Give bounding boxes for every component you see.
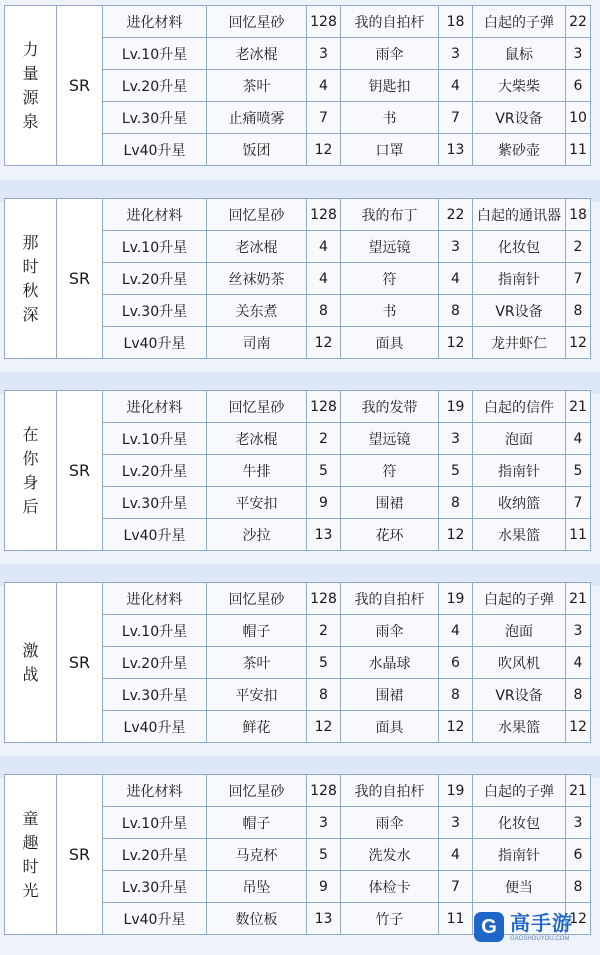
material-cell: 化妆包 (473, 231, 566, 263)
level-label: Lv.20升星 (103, 647, 207, 679)
quantity-cell: 12 (439, 711, 473, 743)
material-cell: 雨伞 (341, 615, 439, 647)
level-label: 进化材料 (103, 583, 207, 615)
material-cell: 回忆星砂 (207, 199, 307, 231)
quantity-cell: 5 (307, 647, 341, 679)
quantity-cell: 10 (566, 102, 591, 134)
character-name-char: 激 (22, 640, 39, 660)
material-cell: 口罩 (341, 134, 439, 166)
material-cell: 符 (341, 263, 439, 295)
material-cell: 水果篮 (473, 711, 566, 743)
character-name-char: 趣 (22, 832, 39, 852)
material-cell: 牛排 (207, 455, 307, 487)
level-label: Lv.20升星 (103, 263, 207, 295)
quantity-cell: 13 (307, 519, 341, 551)
quantity-cell: 3 (439, 423, 473, 455)
level-label: Lv40升星 (103, 134, 207, 166)
quantity-cell: 12 (566, 711, 591, 743)
rarity-label: SR (57, 583, 103, 743)
quantity-cell: 19 (439, 775, 473, 807)
level-label: Lv40升星 (103, 711, 207, 743)
quantity-cell: 3 (566, 38, 591, 70)
quantity-cell: 8 (439, 679, 473, 711)
material-cell: 龙井虾仁 (473, 327, 566, 359)
quantity-cell: 3 (307, 807, 341, 839)
quantity-cell: 21 (566, 583, 591, 615)
material-cell: 便当 (473, 871, 566, 903)
material-cell: 白起的通讯器 (473, 199, 566, 231)
material-cell: 回忆星砂 (207, 775, 307, 807)
material-cell: 洗发水 (341, 839, 439, 871)
quantity-cell: 3 (439, 38, 473, 70)
level-label: Lv.20升星 (103, 70, 207, 102)
character-name-char: 光 (22, 880, 39, 900)
quantity-cell: 4 (566, 647, 591, 679)
material-cell: 饭团 (207, 134, 307, 166)
quantity-cell: 4 (439, 263, 473, 295)
quantity-cell: 13 (307, 903, 341, 935)
material-cell: 泡面 (473, 615, 566, 647)
level-label: Lv.20升星 (103, 839, 207, 871)
table-row (5, 583, 591, 615)
quantity-cell: 128 (307, 391, 341, 423)
material-cell: 平安扣 (207, 679, 307, 711)
material-cell: 回忆星砂 (207, 6, 307, 38)
material-cell: 体检卡 (341, 871, 439, 903)
rarity-label: SR (57, 775, 103, 935)
quantity-cell: 3 (439, 231, 473, 263)
level-label: Lv.10升星 (103, 38, 207, 70)
rarity-label: SR (57, 6, 103, 166)
quantity-cell: 6 (439, 647, 473, 679)
quantity-cell: 12 (439, 327, 473, 359)
quantity-cell: 9 (307, 871, 341, 903)
material-cell: 白起的子弹 (473, 775, 566, 807)
character-name-char: 那 (22, 232, 39, 252)
table-row (5, 6, 591, 38)
rarity-label: SR (57, 391, 103, 551)
quantity-cell: 22 (439, 199, 473, 231)
table-row (5, 775, 591, 807)
quantity-cell: 4 (439, 70, 473, 102)
quantity-cell: 12 (307, 711, 341, 743)
material-cell: 指南针 (473, 263, 566, 295)
quantity-cell: 8 (439, 295, 473, 327)
quantity-cell: 18 (439, 6, 473, 38)
level-label: Lv.30升星 (103, 679, 207, 711)
level-label: Lv40升星 (103, 519, 207, 551)
character-name-char: 身 (22, 472, 39, 492)
quantity-cell: 4 (566, 423, 591, 455)
quantity-cell: 4 (307, 70, 341, 102)
material-cell: VR设备 (473, 679, 566, 711)
material-cell: 司南 (207, 327, 307, 359)
character-name (5, 775, 57, 935)
material-cell: 我的布丁 (341, 199, 439, 231)
level-label: Lv.20升星 (103, 455, 207, 487)
material-cell: 老冰棍 (207, 423, 307, 455)
material-cell: 老冰棍 (207, 231, 307, 263)
g-logo-icon: G (474, 912, 504, 942)
material-cell: 围裙 (341, 679, 439, 711)
watermark-logo (474, 907, 592, 947)
material-cell: 望远镜 (341, 231, 439, 263)
quantity-cell: 5 (439, 455, 473, 487)
level-label: Lv.10升星 (103, 231, 207, 263)
material-cell: 书 (341, 102, 439, 134)
quantity-cell: 21 (566, 391, 591, 423)
quantity-cell: 19 (439, 583, 473, 615)
level-label: Lv.10升星 (103, 615, 207, 647)
quantity-cell: 22 (566, 6, 591, 38)
material-cell: 大柴柴 (473, 70, 566, 102)
level-label: 进化材料 (103, 6, 207, 38)
quantity-cell: 7 (566, 263, 591, 295)
quantity-cell: 5 (566, 455, 591, 487)
quantity-cell: 21 (566, 775, 591, 807)
quantity-cell: 4 (439, 839, 473, 871)
quantity-cell: 8 (439, 487, 473, 519)
level-label: Lv.30升星 (103, 487, 207, 519)
quantity-cell: 11 (566, 519, 591, 551)
character-name-char: 时 (22, 256, 39, 276)
material-cell: 帽子 (207, 615, 307, 647)
quantity-cell: 19 (439, 391, 473, 423)
quantity-cell: 7 (439, 871, 473, 903)
material-cell: 茶叶 (207, 70, 307, 102)
quantity-cell: 18 (566, 199, 591, 231)
quantity-cell: 12 (307, 134, 341, 166)
material-cell: 老冰棍 (207, 38, 307, 70)
material-cell: 白起的信件 (473, 391, 566, 423)
level-label: Lv.10升星 (103, 423, 207, 455)
quantity-cell: 3 (566, 615, 591, 647)
quantity-cell: 5 (307, 455, 341, 487)
material-cell: 竹子 (341, 903, 439, 935)
watermark-brand: 高手游 (510, 910, 573, 935)
material-cell: 关东煮 (207, 295, 307, 327)
material-cell: 白起的子弹 (473, 583, 566, 615)
quantity-cell: 128 (307, 583, 341, 615)
quantity-cell: 3 (439, 807, 473, 839)
quantity-cell: 8 (307, 679, 341, 711)
character-name-char: 量 (22, 63, 39, 83)
quantity-cell: 2 (307, 423, 341, 455)
quantity-cell: 8 (566, 679, 591, 711)
quantity-cell: 9 (307, 487, 341, 519)
material-cell: 鼠标 (473, 38, 566, 70)
quantity-cell: 12 (439, 519, 473, 551)
quantity-cell: 11 (439, 903, 473, 935)
level-label: Lv.10升星 (103, 807, 207, 839)
quantity-cell: 128 (307, 199, 341, 231)
quantity-cell: 8 (307, 295, 341, 327)
level-label: 进化材料 (103, 775, 207, 807)
quantity-cell: 5 (307, 839, 341, 871)
material-cell: 止痛喷雾 (207, 102, 307, 134)
character-table (4, 5, 591, 166)
material-cell: 面具 (341, 711, 439, 743)
level-label: Lv40升星 (103, 327, 207, 359)
material-cell: 数位板 (207, 903, 307, 935)
level-label: Lv40升星 (103, 903, 207, 935)
quantity-cell: 4 (307, 231, 341, 263)
level-label: Lv.30升星 (103, 295, 207, 327)
material-cell: 水晶球 (341, 647, 439, 679)
quantity-cell: 4 (439, 615, 473, 647)
character-name-char: 深 (22, 304, 39, 324)
character-name-char: 你 (22, 448, 39, 468)
rarity-label: SR (57, 199, 103, 359)
material-cell: 雨伞 (341, 38, 439, 70)
level-label: 进化材料 (103, 391, 207, 423)
material-cell: 雨伞 (341, 807, 439, 839)
character-name (5, 199, 57, 359)
material-cell: 钥匙扣 (341, 70, 439, 102)
material-cell: 我的自拍杆 (341, 583, 439, 615)
material-cell: 帽子 (207, 807, 307, 839)
material-cell: 符 (341, 455, 439, 487)
level-label: 进化材料 (103, 199, 207, 231)
character-name-char: 后 (22, 496, 39, 516)
quantity-cell: 12 (566, 327, 591, 359)
material-cell: 茶叶 (207, 647, 307, 679)
material-cell: 我的自拍杆 (341, 775, 439, 807)
material-cell: 平安扣 (207, 487, 307, 519)
character-name (5, 391, 57, 551)
material-cell: 丝袜奶茶 (207, 263, 307, 295)
watermark-url: GAOSHOUYOU.COM (510, 935, 570, 942)
material-cell: 化妆包 (473, 807, 566, 839)
quantity-cell: 128 (307, 775, 341, 807)
material-cell: 指南针 (473, 455, 566, 487)
material-cell: 鲜花 (207, 711, 307, 743)
quantity-cell: 6 (566, 839, 591, 871)
level-label: Lv.30升星 (103, 102, 207, 134)
character-name-char: 战 (22, 664, 39, 684)
quantity-cell: 13 (439, 134, 473, 166)
character-name-char: 时 (22, 856, 39, 876)
character-name-char: 童 (22, 808, 39, 828)
character-table (4, 582, 591, 743)
material-cell: VR设备 (473, 102, 566, 134)
character-name-char: 源 (22, 87, 39, 107)
quantity-cell: 7 (439, 102, 473, 134)
quantity-cell: 11 (566, 134, 591, 166)
quantity-cell: 8 (566, 871, 591, 903)
quantity-cell: 12 (566, 903, 591, 935)
quantity-cell: 8 (566, 295, 591, 327)
material-cell: 书 (341, 295, 439, 327)
material-cell: 回忆星砂 (207, 583, 307, 615)
material-cell: 我的自拍杆 (341, 6, 439, 38)
quantity-cell: 6 (566, 70, 591, 102)
material-cell: 回忆星砂 (207, 391, 307, 423)
table-row (5, 391, 591, 423)
character-name-char: 在 (22, 424, 39, 444)
material-cell: 吹风机 (473, 647, 566, 679)
quantity-cell: 3 (307, 38, 341, 70)
material-cell: 我的发带 (341, 391, 439, 423)
character-table (4, 198, 591, 359)
quantity-cell: 128 (307, 6, 341, 38)
material-cell: 水果篮 (473, 519, 566, 551)
table-row (5, 199, 591, 231)
material-cell: 面具 (341, 327, 439, 359)
level-label: Lv.30升星 (103, 871, 207, 903)
quantity-cell: 4 (307, 263, 341, 295)
material-cell: 收纳篮 (473, 487, 566, 519)
character-table (4, 390, 591, 551)
quantity-cell: 7 (307, 102, 341, 134)
material-cell: 指南针 (473, 839, 566, 871)
material-cell: 泡面 (473, 423, 566, 455)
material-cell: 望远镜 (341, 423, 439, 455)
quantity-cell: 2 (307, 615, 341, 647)
character-name-char: 力 (22, 39, 39, 59)
material-cell: 白起的子弹 (473, 6, 566, 38)
quantity-cell: 2 (566, 231, 591, 263)
material-cell: 吊坠 (207, 871, 307, 903)
quantity-cell: 12 (307, 327, 341, 359)
material-cell: 花环 (341, 519, 439, 551)
character-name-char: 泉 (22, 111, 39, 131)
material-cell: 马克杯 (207, 839, 307, 871)
material-cell: 围裙 (341, 487, 439, 519)
material-cell: 沙拉 (207, 519, 307, 551)
material-cell: VR设备 (473, 295, 566, 327)
character-name (5, 583, 57, 743)
character-name-char: 秋 (22, 280, 39, 300)
quantity-cell: 3 (566, 807, 591, 839)
character-name (5, 6, 57, 166)
material-cell: 紫砂壶 (473, 134, 566, 166)
quantity-cell: 7 (566, 487, 591, 519)
